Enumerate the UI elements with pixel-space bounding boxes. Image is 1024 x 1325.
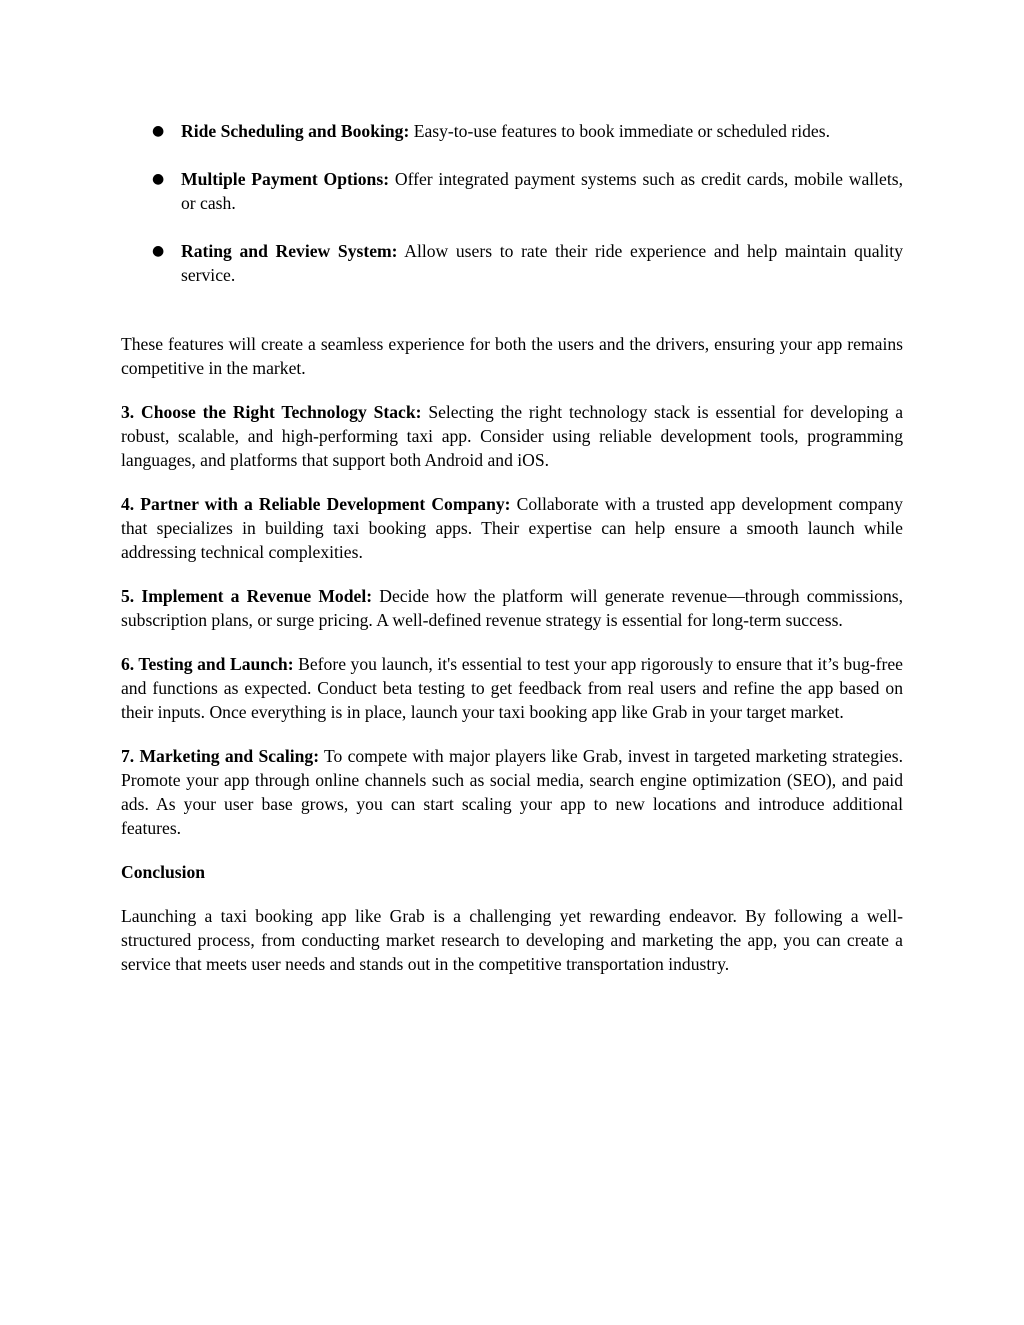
step-testing-launch [121,652,903,724]
feature-text: Allow users to rate their ride experience and help maintain quality service. [181,241,903,285]
conclusion-heading: Conclusion [121,862,206,882]
list-item [121,119,903,143]
bullet-icon: ● [152,171,165,187]
bullet-icon: ● [152,243,165,259]
intro-paragraph: These features will create a seamless experience for both the users and the drivers, ensuring your app remains competitive in the market. [121,334,903,378]
feature-title: Ride Scheduling and Booking: [181,121,410,141]
step-text: To compete with major players like Grab, invest in targeted marketing strategies. Promote your app through online channels such as social media, search engine optimization (SEO), and paid ads. As your user base grows, you can start scaling your app to new locations and introduce additional features. [121,746,903,838]
feature-title: Multiple Payment Options: [181,169,390,189]
list-item [121,167,903,215]
step-text: Collaborate with a trusted app development company that specializes in building taxi booking apps. Their expertise can help ensure a smooth launch while addressing technical complexities. [121,494,903,562]
conclusion-paragraph: Launching a taxi booking app like Grab is a challenging yet rewarding endeavor. By following a well-structured process, from conducting market research to developing and marketing the app, you can create a service that meets user needs and stands out in the competitive transportation industry. [121,906,903,974]
list-item [121,239,903,287]
step-title: 3. Choose the Right Technology Stack: [121,402,422,422]
step-title: 5. Implement a Revenue Model: [121,586,373,606]
step-text: Before you launch, it's essential to test your app rigorously to ensure that it’s bug-free and functions as expected. Conduct beta testing to get feedback from real users and refine the app based on their inputs. Once everything is in place, launch your taxi booking app like Grab in your target market. [121,654,903,722]
step-title: 6. Testing and Launch: [121,654,294,674]
bullet-icon: ● [152,123,165,139]
step-development-company [121,492,903,564]
feature-text: Offer integrated payment systems such as credit cards, mobile wallets, or cash. [181,169,903,213]
feature-title: Rating and Review System: [181,241,398,261]
document-page [121,119,903,976]
step-revenue-model [121,584,903,632]
features-bullet-list [121,119,903,287]
feature-text: Easy-to-use features to book immediate or scheduled rides. [413,121,830,141]
step-technology-stack [121,400,903,472]
step-title: 7. Marketing and Scaling: [121,746,320,766]
step-text: Selecting the right technology stack is essential for developing a robust, scalable, and high-performing taxi app. Consider using reliable development tools, programming languages, and platforms that support both Android and iOS. [121,402,904,470]
step-text: Decide how the platform will generate revenue—through commissions, subscription plans, or surge pricing. A well-defined revenue strategy is essential for long-term success. [121,586,903,630]
step-title: 4. Partner with a Reliable Development Company: [121,494,511,514]
step-marketing-scaling [121,744,903,840]
